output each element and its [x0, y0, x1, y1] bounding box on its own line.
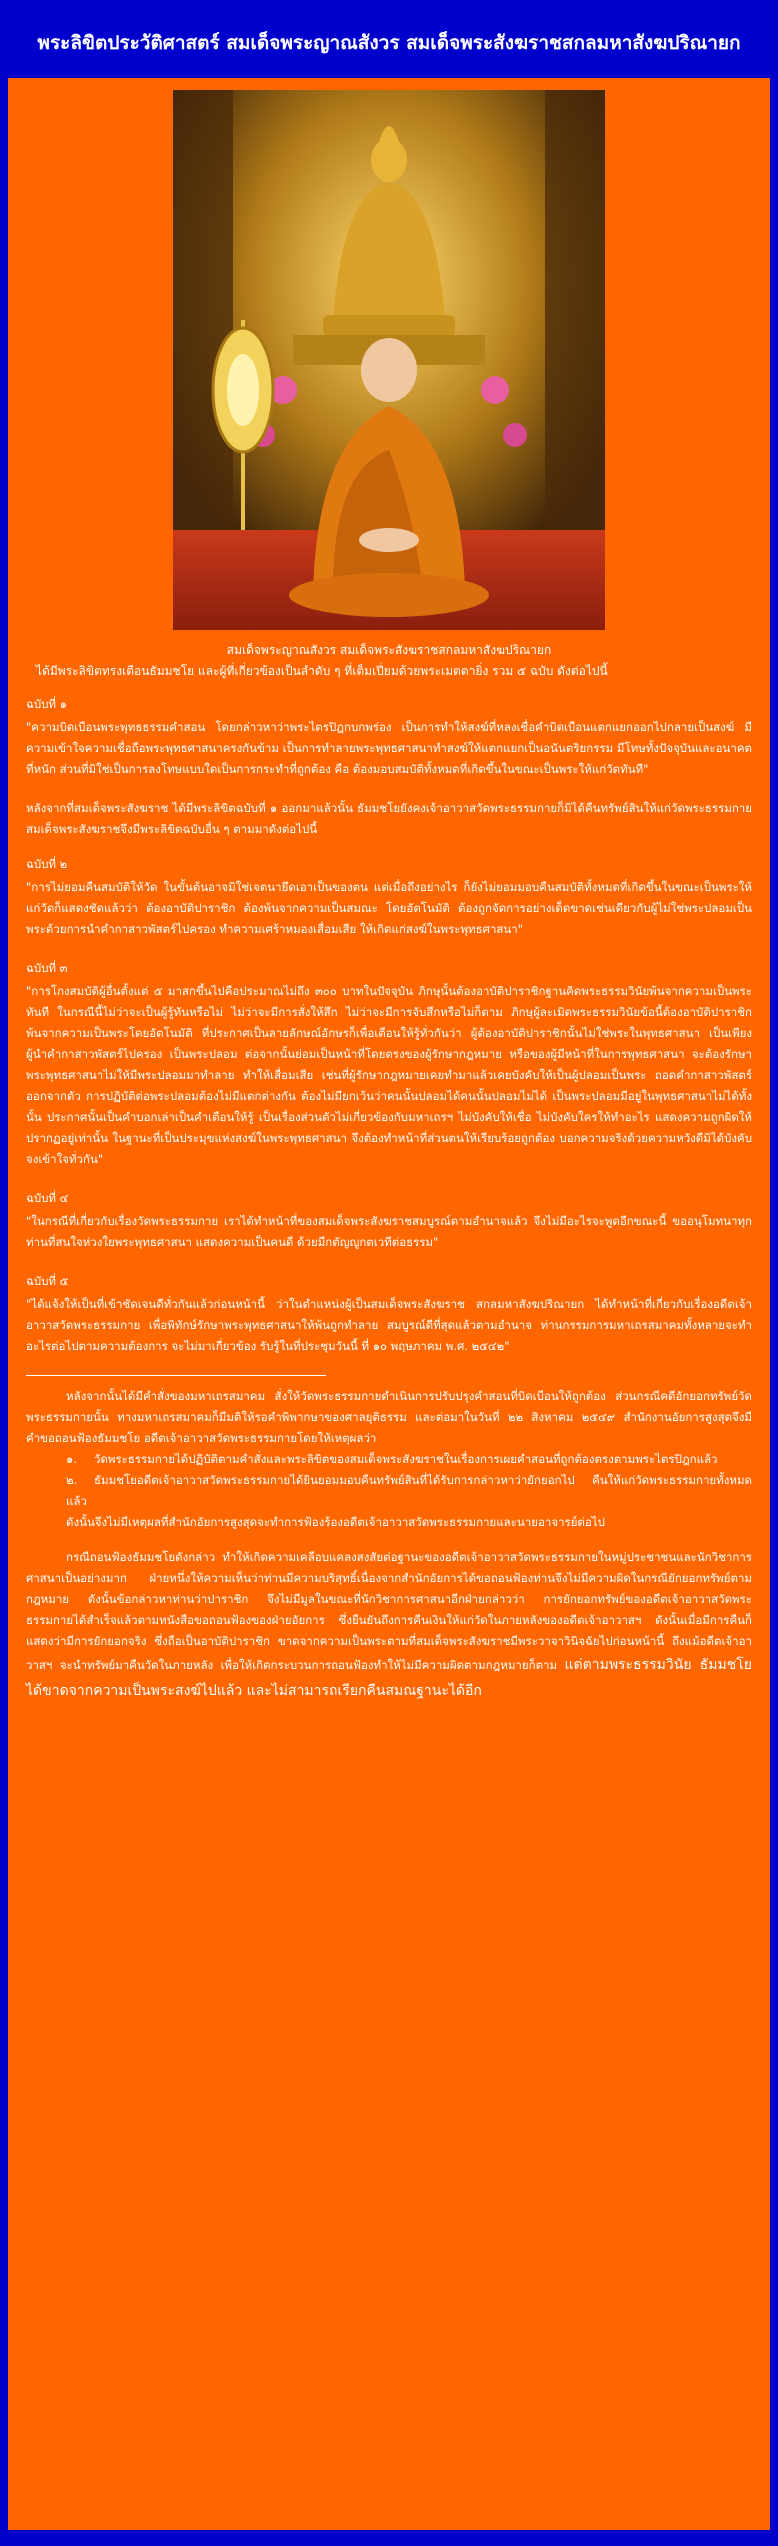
section-divider — [26, 1375, 326, 1376]
page-title: พระลิขิตประวัติศาสตร์ สมเด็จพระญาณสังวร สมเด็จพระสังฆราชสกลมหาสังฆปริณายก — [37, 32, 741, 54]
letter-2-body: "การไม่ยอมคืนสมบัติให้วัด ในขั้นต้นอาจมิใช่เจตนายึดเอาเป็นของตน แต่เมื่อถึงอย่างไร ก็ยังไม่ยอมมอบคืนสมบัติทั้งหมดที่เกิดขึ้นในขณะเป็นพระให้แก่วัดก็แสดงชัดแล้วว่า ต้องอาบัติปาราชิก ต้องพ้นจากความเป็นสมณะ โดยอัตโนมัติ ต้องถูกจัดการอย่างเด็ดขาดเช่นเดียวกับผู้ไม่ใช่พระปลอมเป็นพระด้วยการนำคำกาสาวพัสตร์ไปครอง ทำความเศร้าหมองเสื่อมเสีย ให้เกิดแก่สงฆ์ในพระพุทธศาสนา" — [26, 880, 752, 936]
letter-2-title: ฉบับที่ ๒ — [26, 857, 68, 871]
letter-3-body: "การโกงสมบัติผู้อื่นตั้งแต่ ๕ มาสกขึ้นไปคือประมาณไม่ถึง ๓๐๐ บาทในปัจจุบัน ภิกษุนั้นต้องอาบัติปาราชิกฐานคิดพระธรรมวินัยพ้นจากความเป็นพระทันที ในกรณีนี้ไม่ว่าจะเป็นผู้รู้ทันหรือไม่ ไม่ว่าจะมีการสั่งให้สึก ไม่ว่าจะมีการจับสึกหรือไม่ก็ตาม ภิกษุผู้ละเมิดพระธรรมวินัยข้อนี้ต้องอาบัติปาราชิก พ้นจากความเป็นพระโดยอัตโนมัติ ที่ประกาศเป็นลายลักษณ์อักษรก็เพื่อเตือนให้รู้ทั่วกันว่า ผู้ต้องอาบัติปาราชิกนั้นไม่ใช่พระในพุทธศาสนา เป็นเพียงผู้นำคำกาสาวพัสตร์ไปครอง เป็นพระปลอม ต่อจากนั้นย่อมเป็นหน้าที่โดยตรงของผู้รักษากฎหมาย หรือของผู้มีหน้าที่ในการพุทธศาสนา จะต้องรักษาพระพุทธศาสนาไม่ให้มีพระปลอมมาทำลาย ทำให้เสื่อมเสีย เช่นที่ผู้รักษากฎหมายเคยทำมาแล้วเคยบังคับให้เป็นผู้ปลอมเป็นพระ ถอดคำกาสาวพัสตร์ออกจากตัว การปฏิบัติต่อพระปลอมต้องไม่มีแตกต่างกัน ต้องไม่มียกเว้นว่าคนนั้นปลอมได้คนนั้นปลอมไม่ได้ เป็นพระปลอมมีอยู่ในพุทธศาสนาไม่ได้ทั้งนั้น ประกาศนั้นเป็นคำบอกเล่าเป็นคำเตือนให้รู้ เป็นเรื่องส่วนตัวไม่เกี่ยวข้องกับมหาเถรฯ ไม่บังคับให้เชื่อ ไม่บังคับใครให้ทำอะไร แสดงความถูกผิดให้ปรากฏอยู่เท่านั้น ในฐานะที่เป็นประมุขแห่งสงฆ์ในพระพุทธศาสนา จึงต้องทำหน้าที่ส่วนตนให้เรียบร้อยถูกต้อง บอกความจริงด้วยความหวังดีมิได้บังคับ จงเข้าใจทั่วกัน" — [26, 984, 752, 1166]
reason-item-2-text: ธัมมชโยอดีตเจ้าอาวาสวัดพระธรรมกายได้ยินยอมมอบคืนทรัพย์สินที่ได้รับการกล่าวหาว่ายักยอกไป คืนให้แก่วัดพระธรรมกายทั้งหมดแล้ว — [66, 1473, 752, 1508]
reason-item-2 — [26, 1470, 752, 1512]
photo-caption: สมเด็จพระญาณสังวร สมเด็จพระสังฆราชสกลมหาสังฆปริณายก — [226, 643, 552, 657]
letter-3-title: ฉบับที่ ๓ — [26, 961, 68, 975]
reason-item-1-text: วัดพระธรรมกายได้ปฏิบัติตามคำสั่งและพระลิขิตของสมเด็จพระสังฆราชในเรื่องการเผยคำสอนที่ถูกต้องตรงตามพระไตรปิฎกแล้ว — [94, 1452, 718, 1466]
controversy-paragraph — [26, 1547, 752, 1704]
reason-item-2-number: ๒. — [66, 1473, 78, 1487]
letter-2 — [26, 854, 752, 940]
letter-1-title: ฉบับที่ ๑ — [26, 697, 67, 711]
content-panel — [8, 78, 770, 2530]
letter-5 — [26, 1271, 752, 1357]
letter-4-title: ฉบับที่ ๔ — [26, 1191, 69, 1205]
monk-photo — [173, 90, 605, 630]
letter-4-body: "ในกรณีที่เกี่ยวกับเรื่องวัดพระธรรมกาย เราได้ทำหน้าที่ของสมเด็จพระสังฆราชสมบูรณ์ตามอำนาจแล้ว จึงไม่มีอะไรจะพูดอีกขณะนี้ ขออนุโมทนาทุกท่านที่สนใจห่วงใยพระพุทธศาสนา แสดงความเป็นคนดี ด้วยมีกตัญญูกตเวทีต่อธรรม" — [26, 1214, 752, 1249]
letter-1 — [26, 694, 752, 780]
letter-4 — [26, 1188, 752, 1253]
letter-5-title: ฉบับที่ ๕ — [26, 1274, 69, 1288]
reason-item-1-number: ๑. — [66, 1452, 77, 1466]
interlude-note: หลังจากที่สมเด็จพระสังฆราช ได้มีพระลิขิตฉบับที่ ๑ ออกมาแล้วนั้น ธัมมชโยยังคงเจ้าอาวาสวัดพระธรรมกายก็มิได้คืนทรัพย์สินให้แก่วัดพระธรรมกาย สมเด็จพระสังฆราชจึงมีพระลิขิตฉบับอื่น ๆ ตามมาดังต่อไปนี้ — [26, 801, 752, 836]
letter-3 — [26, 958, 752, 1170]
conclusion-paragraph: ดังนั้นจึงไม่มีเหตุผลที่สำนักอัยการสูงสุดจะทำการฟ้องร้องอดีตเจ้าอาวาสวัดพระธรรมกายและนายอาจารย์ต่อไป — [66, 1515, 605, 1529]
closing-statement: แต่ตามพระธรรมวินัย ธัมมชโยได้ขาดจากความเป็นพระสงฆ์ไปแล้ว และไม่สามารถเรียกคืนสมณฐานะได้อีก — [26, 1657, 752, 1699]
reason-item-1 — [26, 1449, 752, 1470]
intro-text: ได้มีพระลิขิตทรงเตือนธัมมชโย และผู้ที่เกี่ยวข้องเป็นลำดับ ๆ ที่เต็มเปี่ยมด้วยพระเมตตายิ่ง รวม ๕ ฉบับ ดังต่อไปนี้ — [36, 664, 608, 678]
aftermath-paragraph: หลังจากนั้นได้มีคำสั่งของมหาเถรสมาคม สั่งให้วัดพระธรรมกายดำเนินการปรับปรุงคำสอนที่บิดเบือนให้ถูกต้อง ส่วนกรณีคดีอักยอกทรัพย์วัดพระธรรมกายนั้น ทางมหาเถรสมาคมก็มีมติให้รอคำพิพากษาของศาลยุติธรรม และต่อมาในวันที่ ๒๒ สิงหาคม ๒๕๔๙ สำนักงานอัยการสูงสุดจึงมีคำขอถอนฟ้องธัมมชโย อดีตเจ้าอาวาสวัดพระธรรมกายโดยให้เหตุผลว่า — [26, 1389, 752, 1445]
letter-1-body: "ความบิดเบือนพระพุทธธรรมคำสอน โดยกล่าวหาว่าพระไตรปิฎกบกพร่อง เป็นการทำให้สงฆ์ที่หลงเชื่อคำบิดเบือนแตกแยกออกไปกลายเป็นสงฆ์ มีความเข้าใจความเชื่อถือพระพุทธศาสนาครงกันข้าม เป็นการทำลายพระพุทธศาสนาทำสงฆ์ให้แตกแยกเป็นอนันตริยกรรม มีโทษทั้งปัจจุบันและอนาคตที่หนัก ส่วนที่มิใช่เป็นการลงโทษแบบใดเป็นการกระทำที่ถูกต้อง คือ ต้องมอบสมบัติทั้งหมดที่เกิดขึ้นในขณะเป็นพระให้แก่วัดทันที" — [26, 720, 752, 776]
controversy-text: กรณีถอนฟ้องธัมมชโยดังกล่าว ทำให้เกิดความเคลือบแคลงสงสัยต่อฐานะของอดีตเจ้าอาวาสวัดพระธรรมกายในหมู่ประชาชนและนักวิชาการศาสนาเป็นอย่างมาก ฝ่ายหนึ่งให้ความเห็นว่าท่านมีความบริสุทธิ์เนื่องจากสำนักอัยการได้ขอถอนฟ้องท่านจึงไม่มีความผิดในกรณียักยอกทรัพย์ตามกฎหมาย ดังนั้นข้อกล่าวหาท่านว่าปาราชิก จึงไม่มีมูลในขณะที่นักวิชาการศาสนาอีกฝ่ายกล่าวว่า การยักยอกทรัพย์ของอดีตเจ้าอาวาสวัดพระธรรมกายได้สำเร็จแล้วตามหนังสือขอถอนฟ้องของฝ่ายอัยการ ซึ่งยืนยันถึงการคืนเงินให้แก่วัดในภายหลังของอดีตเจ้าอาวาสฯ ดังนั้นเมื่อมีการคืนก็แสดงว่ามีการยักยอกจริง ซึ่งถือเป็นอาบัติปาราชิก ขาดจากความเป็นพระตามที่สมเด็จพระสังฆราชมีพระวาจาวินิจฉัยไปก่อนหน้านี้ ถึงแม้อดีตเจ้าอาวาสฯ จะนำทรัพย์มาคืนวัดในภายหลัง เพื่อให้เกิดกระบวนการถอนฟ้องทำให้ไม่มีความผิดตามกฎหมายก็ตาม — [26, 1550, 752, 1672]
letter-5-body: "ได้แจ้งให้เป็นที่เข้าชัดเจนดีทั่วกันแล้วก่อนหน้านี้ ว่าในตำแหน่งผู้เป็นสมเด็จพระสังฆราช สกลมหาสังฆปริณายก ได้ทำหน้าที่เกี่ยวกับเรื่องอดีตเจ้าอาวาสวัดพระธรรมกาย เพื่อพิทักษ์รักษาพระพุทธศาสนาให้พ้นถูกทำลาย สมบูรณ์ดีที่สุดแล้วตามอำนาจ ท่านกรรมการมหาเถรสมาคมทั้งหลายจะทำอะไรต่อไปตามความต้องการ จะไม่มาเกี่ยวข้อง รับรู้ในที่ประชุมวันนี้ ที่ ๑๐ พฤษภาคม พ.ศ. ๒๕๔๒" — [26, 1297, 752, 1353]
